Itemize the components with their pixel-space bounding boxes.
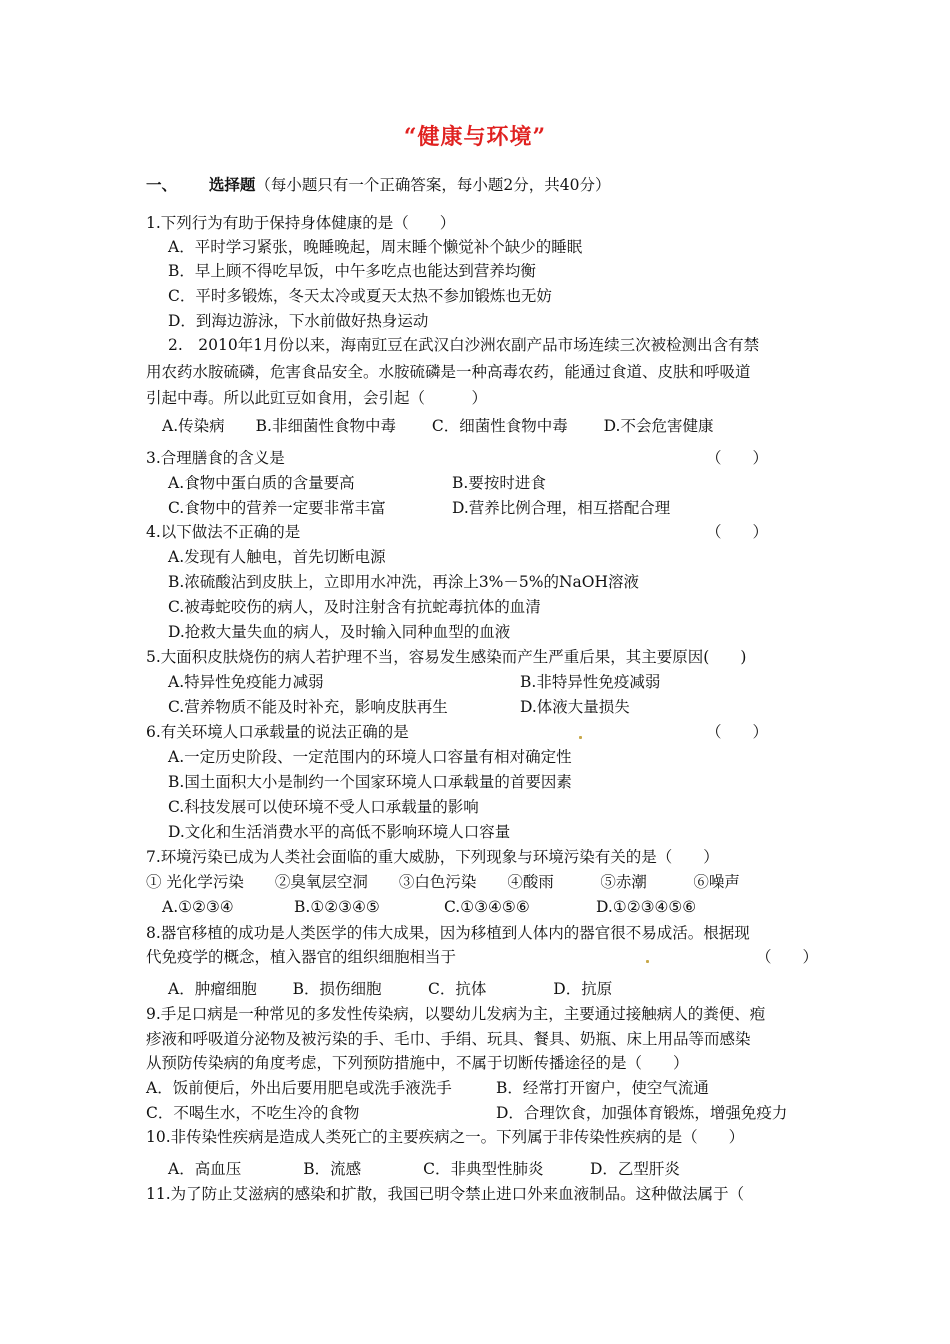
question-9-line-3: 从预防传染病的角度考虑，下列预防措施中，不属于切断传播途径的是（ ）: [146, 1054, 689, 1072]
q1-option-c: C．平时多锻炼，冬天太冷或夏天太热不参加锻炼也无妨: [168, 287, 552, 305]
q6-option-c: C.科技发展可以使环境不受人口承载量的影响: [168, 798, 479, 816]
question-7: 7.环境污染已成为人类社会面临的重大威胁，下列现象与环境污染有关的是（ ）: [146, 848, 719, 866]
q4-option-c: C.被毒蛇咬伤的病人，及时注射含有抗蛇毒抗体的血清: [168, 598, 541, 616]
q8-options: A．肿瘤细胞 B．损伤细胞 C．抗体 D．抗原: [168, 980, 613, 998]
q6-option-a: A.一定历史阶段、一定范围内的环境人口容量有相对确定性: [168, 748, 572, 766]
q3-option-d: D.营养比例合理，相互搭配合理: [452, 499, 671, 517]
question-3: 3.合理膳食的含义是: [146, 449, 285, 467]
speck-mark: [646, 960, 649, 963]
q8-answer-blank: （ ）: [756, 948, 819, 966]
q5-option-c: C.营养物质不能及时补充，影响皮肤再生: [168, 698, 448, 716]
section-name: 选择题: [208, 175, 256, 194]
q7-items: ① 光化学污染 ②臭氧层空洞 ③白色污染 ④酸雨 ⑤赤潮 ⑥噪声: [146, 873, 740, 891]
q1-option-a: A．平时学习紧张，晚睡晚起，周末睡个懒觉补个缺少的睡眠: [168, 238, 583, 256]
question-2-line-2: 用农药水胺硫磷，危害食品安全。水胺硫磷是一种高毒农药，能通过食道、皮肤和呼吸道: [146, 363, 751, 381]
question-2-line-1: 2. 2010年1月份以来，海南豇豆在武汉白沙洲农副产品市场连续三次被检测出含有禁: [168, 336, 760, 354]
q5-option-a: A.特异性免疫能力减弱: [168, 673, 324, 691]
q5-option-d: D.体液大量损失: [520, 698, 630, 716]
question-1: 1.下列行为有助于保持身体健康的是（ ）: [146, 214, 456, 232]
q9-option-b: B．经常打开窗户，使空气流通: [496, 1079, 709, 1097]
question-10: 10.非传染性疾病是造成人类死亡的主要疾病之一。下列属于非传染性疾病的是（ ）: [146, 1128, 745, 1146]
q4-option-b: B.浓硫酸沾到皮肤上，立即用水冲洗，再涂上3%－5%的NaOH溶液: [168, 573, 640, 591]
question-9-line-2: 疹液和呼吸道分泌物及被污染的手、毛巾、手绢、玩具、餐具、奶瓶、床上用品等而感染: [146, 1030, 751, 1048]
question-8-line-2: 代免疫学的概念，植入器官的组织细胞相当于: [146, 948, 457, 966]
q4-option-a: A.发现有人触电，首先切断电源: [168, 548, 386, 566]
q6-option-b: B.国土面积大小是制约一个国家环境人口承载量的首要因素: [168, 773, 572, 791]
question-11: 11.为了防止艾滋病的感染和扩散，我国已明令禁止进口外来血液制品。这种做法属于（: [146, 1185, 745, 1203]
q1-option-b: B．早上顾不得吃早饭，中午多吃点也能达到营养均衡: [168, 262, 536, 280]
q3-option-b: B.要按时进食: [452, 474, 546, 492]
q9-option-c: C．不喝生水，不吃生冷的食物: [146, 1104, 360, 1122]
q6-option-d: D.文化和生活消费水平的高低不影响环境人口容量: [168, 823, 511, 841]
q9-option-a: A．饭前便后，外出后要用肥皂或洗手液洗手: [146, 1079, 452, 1097]
q9-option-d: D．合理饮食，加强体育锻炼，增强免疫力: [496, 1104, 788, 1122]
question-8-line-1: 8.器官移植的成功是人类医学的伟大成果，因为移植到人体内的器官很不易成活。根据现: [146, 924, 750, 942]
question-2-line-3: 引起中毒。所以此豇豆如食用，会引起（ ）: [146, 389, 488, 407]
q3-option-a: A.食物中蛋白质的含量要高: [168, 474, 355, 492]
question-5: 5.大面积皮肤烧伤的病人若护理不当，容易发生感染而产生严重后果，其主要原因( ): [146, 648, 747, 666]
q10-options: A．高血压 B．流感 C．非典型性肺炎 D．乙型肝炎: [168, 1160, 680, 1178]
question-6: 6.有关环境人口承载量的说法正确的是: [146, 723, 409, 741]
section-number: 一、: [146, 175, 178, 194]
question-4: 4.以下做法不正确的是: [146, 523, 301, 541]
q7-option-d: D.①②③④⑤⑥: [596, 898, 697, 916]
speck-mark: [579, 736, 582, 739]
q4-option-d: D.抢救大量失血的病人，及时输入同种血型的血液: [168, 623, 511, 641]
question-9-line-1: 9.手足口病是一种常见的多发性传染病，以婴幼儿发病为主，主要通过接触病人的粪便、疱: [146, 1005, 766, 1023]
section-heading: [146, 174, 611, 196]
document-title: “健康与环境”: [403, 124, 547, 150]
q7-option-a: A.①②③④: [162, 898, 234, 916]
q6-answer-blank: （ ）: [706, 723, 769, 741]
q5-option-b: B.非特异性免疫减弱: [520, 673, 661, 691]
q7-option-b: B.①②③④⑤: [294, 898, 380, 916]
q4-answer-blank: （ ）: [706, 523, 769, 541]
q1-option-d: D．到海边游泳，下水前做好热身运动: [168, 312, 429, 330]
section-note: （每小题只有一个正确答案，每小题2分，共40分）: [255, 176, 611, 194]
q7-option-c: C.①③④⑤⑥: [444, 898, 530, 916]
q3-answer-blank: （ ）: [706, 449, 769, 467]
q2-options: A.传染病 B.非细菌性食物中毒 C．细菌性食物中毒 D.不会危害健康: [162, 417, 714, 435]
q3-option-c: C.食物中的营养一定要非常丰富: [168, 499, 386, 517]
